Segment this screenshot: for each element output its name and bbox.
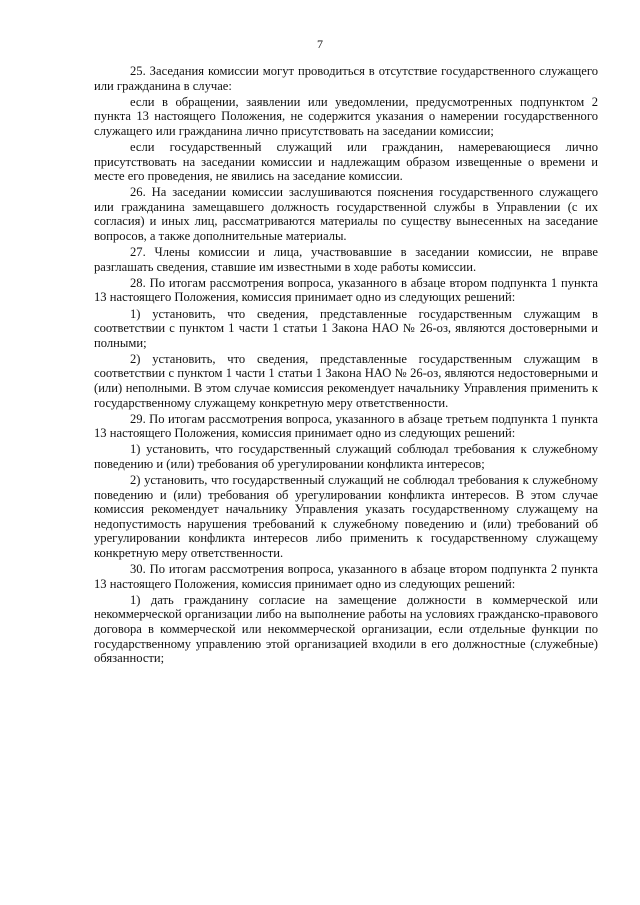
paragraph-29-item-2: 2) установить, что государственный служащий не соблюдал требования к служебному поведению и (или) требования об урегулировании конфликта интересов. В этом случае комиссия рекомендует начальнику Управления указать государственному служащему на недопустимость нарушения требований к служебному поведению и (или) требований об урегулировании конфликта интересов либо применить к государственному служащему конкретную меру ответственности. [94,473,598,560]
page-number: 7 [317,37,323,51]
paragraph-25-case-1: если в обращении, заявлении или уведомлении, предусмотренных подпунктом 2 пункта 13 настоящего Положения, не содержится указания о намерении государственного служащего или гражданина лично присутствовать на заседании комиссии; [94,94,598,138]
document-body [94,64,598,667]
paragraph-28-item-1: 1) установить, что сведения, представленные государственным служащим в соответствии с пунктом 1 части 1 статьи 1 Закона НАО № 26-оз, являются достоверными и полными; [94,306,598,350]
paragraph-28-item-2: 2) установить, что сведения, представленные государственным служащим в соответствии с пунктом 1 части 1 статьи 1 Закона НАО № 26-оз, являются недостоверными и (или) неполными. В этом случае комиссия рекомендует начальнику Управления применить к государственному служащему конкретную меру ответственности. [94,351,598,410]
paragraph-29: 29. По итогам рассмотрения вопроса, указанного в абзаце третьем подпункта 1 пункта 13 настоящего Положения, комиссия принимает одно из следующих решений: [94,411,598,441]
paragraph-30: 30. По итогам рассмотрения вопроса, указанного в абзаце втором подпункта 2 пункта 13 настоящего Положения, комиссия принимает одно из следующих решений: [94,562,598,591]
paragraph-29-item-1: 1) установить, что государственный служащий соблюдал требования к служебному поведению и (или) требования об урегулировании конфликта интересов; [94,442,598,471]
paragraph-26: 26. На заседании комиссии заслушиваются пояснения государственного служащего или гражданина замещавшего должность государственной службы в Управлении (с их согласия) и иных лиц, рассматриваются материалы по существу вынесенных на заседание вопросов, а также дополнительные материалы. [94,185,598,244]
paragraph-30-item-1: 1) дать гражданину согласие на замещение должности в коммерческой или некоммерческой организации либо на выполнение работы на условиях гражданско-правового договора в коммерческой или некоммерческой организации, если отдельные функции по государственному управлению этой организацией входили в его должностные (служебные) обязанности; [94,592,598,666]
paragraph-25: 25. Заседания комиссии могут проводиться в отсутствие государственного служащего или гражданина в случае: [94,64,598,93]
paragraph-27: 27. Члены комиссии и лица, участвовавшие в заседании комиссии, не вправе разглашать сведения, ставшие им известными в ходе работы комиссии. [94,245,598,274]
paragraph-25-case-2: если государственный служащий или гражданин, намеревающиеся лично присутствовать на заседании комиссии и надлежащим образом извещенные о времени и месте его проведения, не явились на заседание комиссии. [94,139,598,184]
paragraph-28: 28. По итогам рассмотрения вопроса, указанного в абзаце втором подпункта 1 пункта 13 настоящего Положения, комиссия принимает одно из следующих решений: [94,275,598,305]
